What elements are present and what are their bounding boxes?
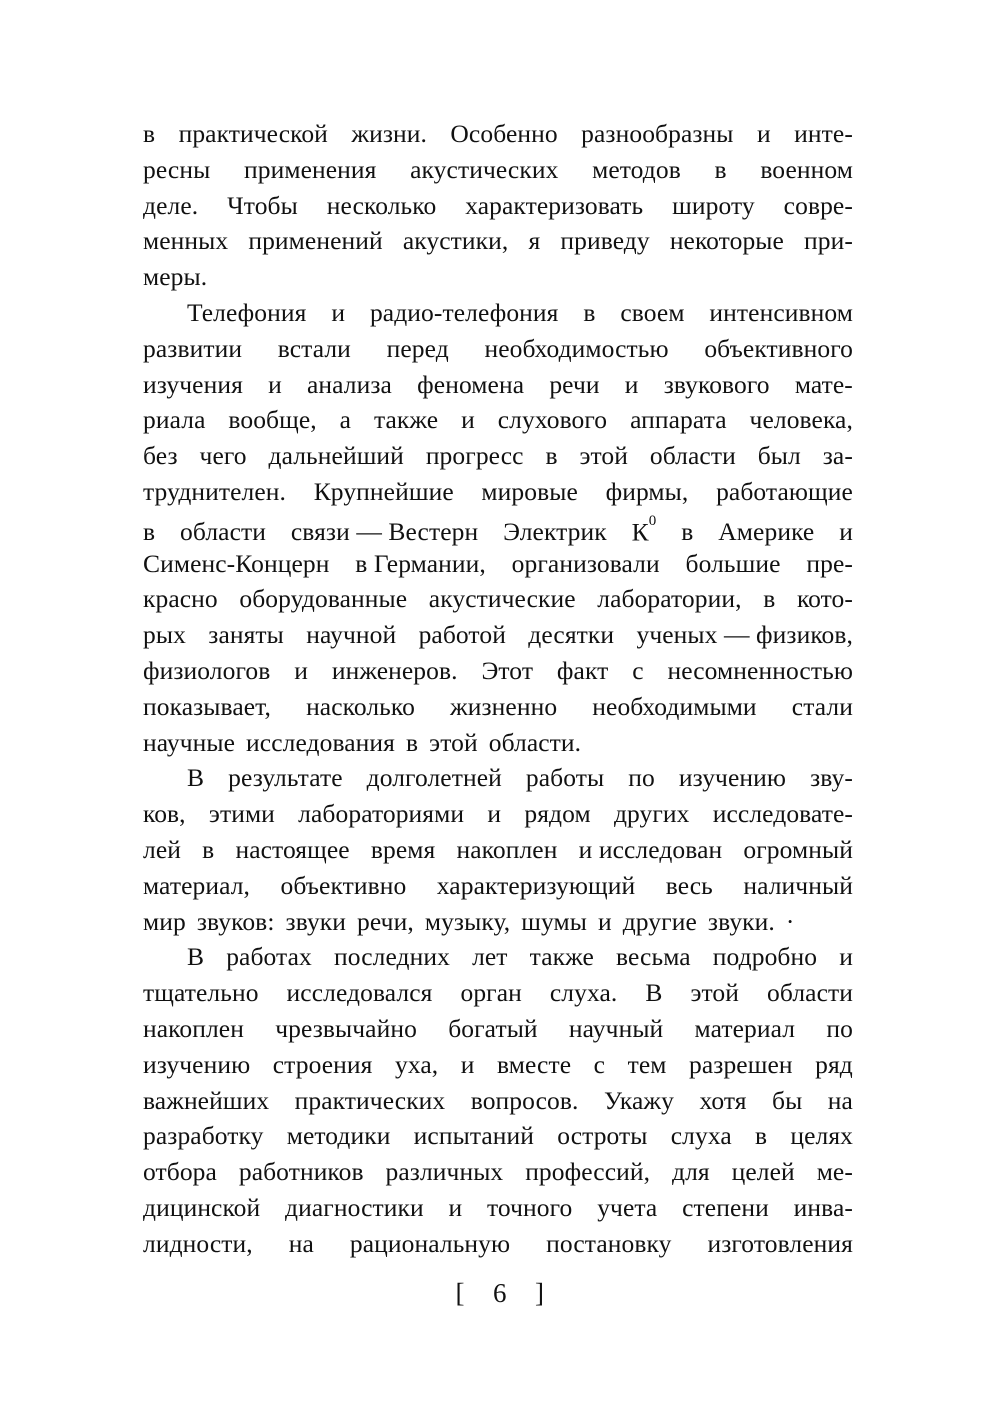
word: звуки xyxy=(285,906,347,936)
word: акустические xyxy=(428,584,576,614)
word: испытаний xyxy=(413,1121,535,1151)
word: своем xyxy=(620,297,685,327)
word: мировые xyxy=(481,476,578,506)
word: и xyxy=(448,1192,463,1222)
word: Америке xyxy=(718,517,815,547)
word: Телефония xyxy=(187,297,307,327)
word: зву- xyxy=(810,763,853,793)
word: ученых — физиков, xyxy=(636,620,853,650)
word: показывает, xyxy=(143,691,271,721)
word: последних xyxy=(333,942,450,972)
page-number xyxy=(0,1275,1000,1311)
superscript: 0 xyxy=(648,512,657,529)
word: весьма xyxy=(616,942,691,972)
word: научный xyxy=(568,1013,664,1043)
word: чрезвычайно xyxy=(275,1013,417,1043)
text-line xyxy=(143,188,853,224)
text-line xyxy=(143,367,853,403)
word: оборудованные xyxy=(239,584,408,614)
word: в Германии, xyxy=(355,548,486,578)
text-line xyxy=(143,796,853,832)
word: постановку xyxy=(546,1228,672,1258)
paragraph-first-line xyxy=(143,939,853,975)
word: области. xyxy=(488,727,582,757)
word: на xyxy=(827,1085,853,1115)
word: без xyxy=(143,441,178,471)
word: остроты xyxy=(557,1121,648,1151)
word: лидности, xyxy=(143,1228,253,1258)
text-line xyxy=(143,1118,853,1154)
word: Чтобы xyxy=(227,190,298,220)
word: накоплен xyxy=(456,834,558,864)
word: в xyxy=(143,517,156,547)
word: практической xyxy=(178,119,328,148)
word: и исследован xyxy=(578,834,723,864)
word: долголетней xyxy=(366,763,502,793)
word: разработку xyxy=(143,1121,264,1151)
word: характеризовать xyxy=(465,190,644,220)
word: и xyxy=(268,369,282,399)
word: меры. xyxy=(143,262,208,292)
word: деле. xyxy=(143,190,199,220)
text-line xyxy=(143,510,853,546)
word: практических xyxy=(294,1085,446,1115)
word: тем xyxy=(627,1049,667,1079)
page-number-value: 6 xyxy=(493,1278,507,1308)
word: звуки. xyxy=(707,906,775,936)
word: совре- xyxy=(783,190,853,220)
word: орган xyxy=(460,978,522,1008)
word: чего xyxy=(199,441,247,471)
body-text xyxy=(143,116,853,1262)
word: научные xyxy=(143,727,236,757)
word: строения xyxy=(272,1049,373,1079)
word: слуха xyxy=(670,1121,732,1151)
word: анализа xyxy=(307,369,392,399)
word: целях xyxy=(790,1121,853,1151)
word: и xyxy=(597,906,612,936)
word: и xyxy=(487,799,502,829)
text-line xyxy=(143,1047,853,1083)
text-line xyxy=(143,152,853,188)
word: музыку, xyxy=(424,906,511,936)
word: В xyxy=(645,978,663,1008)
word: другие xyxy=(622,906,697,936)
word: ресны xyxy=(143,154,211,184)
word: время xyxy=(370,834,436,864)
word: характеризующий xyxy=(436,870,636,900)
word: пре- xyxy=(806,548,853,578)
word: также xyxy=(373,405,439,435)
word: насколько xyxy=(306,691,415,721)
word: аппарата xyxy=(630,405,727,435)
paragraph-first-line xyxy=(143,295,853,331)
text-line xyxy=(143,546,853,582)
word: в xyxy=(714,154,727,184)
word: Сименс-Концерн xyxy=(143,548,330,578)
word: встали xyxy=(277,333,351,363)
word: для xyxy=(672,1157,710,1187)
word: также xyxy=(529,942,594,972)
word: ряд xyxy=(815,1049,853,1079)
word: заняты xyxy=(208,620,284,650)
word: настоящее xyxy=(235,834,350,864)
text-line xyxy=(143,904,853,940)
word: я xyxy=(528,226,541,256)
word: диагностики xyxy=(285,1192,424,1222)
word: дицинской xyxy=(143,1192,261,1222)
text-line xyxy=(143,259,853,295)
word: при- xyxy=(804,226,853,256)
word: жизненно xyxy=(450,691,558,721)
word: необходимостью xyxy=(484,333,669,363)
word: области xyxy=(180,517,266,547)
text-line xyxy=(143,331,853,367)
text-line xyxy=(143,1083,853,1119)
word: военном xyxy=(760,154,853,184)
word: ков, xyxy=(143,799,186,829)
word: целей xyxy=(731,1157,795,1187)
word: Крупнейшие xyxy=(313,476,454,506)
company-abbreviation xyxy=(632,510,657,550)
text-line xyxy=(143,1190,853,1226)
word: в xyxy=(681,517,694,547)
text-line xyxy=(143,617,853,653)
word: накоплен xyxy=(143,1013,244,1043)
word: учета xyxy=(597,1192,658,1222)
text-line xyxy=(143,1226,853,1262)
word: инва- xyxy=(793,1192,853,1222)
word: лабораториями xyxy=(298,799,465,829)
word: В xyxy=(187,942,205,972)
word: и xyxy=(624,369,639,399)
word: по xyxy=(628,763,655,793)
word: инте- xyxy=(794,119,853,148)
text-line xyxy=(143,402,853,438)
text-line xyxy=(143,438,853,474)
word: богатый xyxy=(448,1013,538,1043)
word: в xyxy=(763,584,776,614)
word: изучению xyxy=(143,1049,251,1079)
word: организовали xyxy=(511,548,660,578)
word: этой xyxy=(429,727,478,757)
word: применений xyxy=(248,226,383,256)
word: звукового xyxy=(663,369,770,399)
word: этой xyxy=(579,441,629,471)
word: бы xyxy=(772,1085,803,1115)
word: вопросов. xyxy=(470,1085,579,1115)
word: работающие xyxy=(716,476,853,506)
word: мате- xyxy=(794,369,853,399)
word: весь xyxy=(665,870,713,900)
word: прогресс xyxy=(425,441,524,471)
word: несколько xyxy=(326,190,437,220)
word: Особенно xyxy=(450,119,558,148)
word: работой xyxy=(418,620,506,650)
word: материал xyxy=(694,1013,796,1043)
word: хотя xyxy=(699,1085,747,1115)
word: слухового xyxy=(497,405,608,435)
word: изучению xyxy=(678,763,787,793)
word: десятки xyxy=(528,620,615,650)
word: в xyxy=(406,727,419,757)
word: тщательно xyxy=(143,978,259,1008)
word: слуха. xyxy=(549,978,618,1008)
text-line xyxy=(143,975,853,1011)
word: работы xyxy=(525,763,605,793)
word: лет xyxy=(472,942,508,972)
text-line xyxy=(143,581,853,617)
word: с xyxy=(632,655,644,685)
word: в xyxy=(202,834,215,864)
word: исследования xyxy=(246,727,396,757)
text-line xyxy=(143,1011,853,1047)
word: за- xyxy=(822,441,853,471)
word: жизни. xyxy=(351,119,427,148)
word: необходимыми xyxy=(592,691,757,721)
word: Укажу xyxy=(603,1085,674,1115)
word: дальнейший xyxy=(268,441,404,471)
word: приведу xyxy=(560,226,650,256)
word: профессий, xyxy=(525,1157,651,1187)
word: широту xyxy=(672,190,755,220)
word: рядом xyxy=(524,799,591,829)
word: и xyxy=(839,942,853,972)
word: вообще, xyxy=(228,405,317,435)
word: методов xyxy=(592,154,681,184)
text-line xyxy=(143,868,853,904)
word: большие xyxy=(685,548,781,578)
word: огромный xyxy=(743,834,853,864)
word: в xyxy=(143,119,156,148)
word: и xyxy=(460,1049,475,1079)
word: Этот xyxy=(481,655,534,685)
word: феномена xyxy=(417,369,525,399)
text-line xyxy=(143,653,853,689)
word: исследовате- xyxy=(712,799,853,829)
text-line xyxy=(143,1154,853,1190)
word: и xyxy=(331,297,346,327)
word: развитии xyxy=(143,333,243,363)
word: материал, xyxy=(143,870,251,900)
text-line xyxy=(143,116,853,152)
word: Электрик xyxy=(503,517,607,547)
word: а xyxy=(339,405,352,435)
page-number-bracket-close: ] xyxy=(535,1278,545,1308)
word: объективно xyxy=(280,870,407,900)
word: важнейших xyxy=(143,1085,270,1115)
word: уха, xyxy=(395,1049,439,1079)
text-line xyxy=(143,689,853,725)
word: и xyxy=(461,405,475,435)
word: разнообразны xyxy=(581,119,734,148)
word: области xyxy=(649,441,736,471)
word: и xyxy=(839,517,853,547)
word: работах xyxy=(226,942,312,972)
word: инженеров. xyxy=(331,655,458,685)
word: радио-телефония xyxy=(369,297,559,327)
word: речи, xyxy=(357,906,414,936)
word: несомненностью xyxy=(667,655,853,685)
word: на xyxy=(288,1228,314,1258)
word: в xyxy=(545,441,558,471)
paragraph-first-line xyxy=(143,760,853,796)
word: изготовления xyxy=(707,1228,853,1258)
word: факт xyxy=(556,655,609,685)
word: риала xyxy=(143,405,206,435)
word: в xyxy=(754,1121,768,1151)
word: научной xyxy=(306,620,397,650)
word: труднителен. xyxy=(143,476,287,506)
word: и xyxy=(294,655,308,685)
word: наличный xyxy=(743,870,853,900)
word: разрешен xyxy=(689,1049,793,1079)
word: степени xyxy=(682,1192,769,1222)
word: объективного xyxy=(704,333,853,363)
word: фирмы, xyxy=(605,476,689,506)
word: с xyxy=(593,1049,606,1079)
word: точного xyxy=(487,1192,573,1222)
word: некоторые xyxy=(669,226,784,256)
word: красно xyxy=(143,584,218,614)
text-line xyxy=(143,725,853,761)
word: интенсивном xyxy=(709,297,853,327)
word: этими xyxy=(208,799,275,829)
word: работников xyxy=(238,1157,364,1187)
word: акустических xyxy=(410,154,559,184)
word: отбора xyxy=(143,1157,217,1187)
text-line xyxy=(143,832,853,868)
stray-mark: · xyxy=(785,906,795,936)
word: речи xyxy=(549,369,600,399)
word: этой xyxy=(690,978,740,1008)
word: шумы xyxy=(521,906,587,936)
page-number-bracket-open: [ xyxy=(455,1278,465,1308)
word: исследовался xyxy=(286,978,433,1008)
word: применения xyxy=(243,154,377,184)
word: лаборатории, xyxy=(597,584,742,614)
word: человека, xyxy=(749,405,853,435)
word: по xyxy=(826,1013,853,1043)
word: результате xyxy=(228,763,343,793)
word: изучения xyxy=(143,369,243,399)
word: перед xyxy=(386,333,449,363)
word: рациональную xyxy=(349,1228,511,1258)
word: подробно xyxy=(712,942,818,972)
word: других xyxy=(613,799,690,829)
word: стали xyxy=(791,691,853,721)
text-line xyxy=(143,474,853,510)
word: звуков: xyxy=(196,906,275,936)
word: акустики, xyxy=(402,226,509,256)
word: ме- xyxy=(816,1157,853,1187)
word: кото- xyxy=(796,584,853,614)
word: связи — Вестерн xyxy=(290,517,479,547)
word: в xyxy=(583,297,596,327)
word: К xyxy=(631,517,649,547)
word: рых xyxy=(143,620,186,650)
word: физиологов xyxy=(143,655,271,685)
word: вместе xyxy=(497,1049,572,1079)
word: и xyxy=(756,119,771,148)
word: методики xyxy=(286,1121,391,1151)
word: менных xyxy=(143,226,229,256)
word: был xyxy=(757,441,801,471)
word: мир xyxy=(143,906,186,936)
word: лей xyxy=(143,834,181,864)
word: различных xyxy=(385,1157,504,1187)
word: области xyxy=(767,978,853,1008)
text-line xyxy=(143,223,853,259)
word: В xyxy=(187,763,205,793)
